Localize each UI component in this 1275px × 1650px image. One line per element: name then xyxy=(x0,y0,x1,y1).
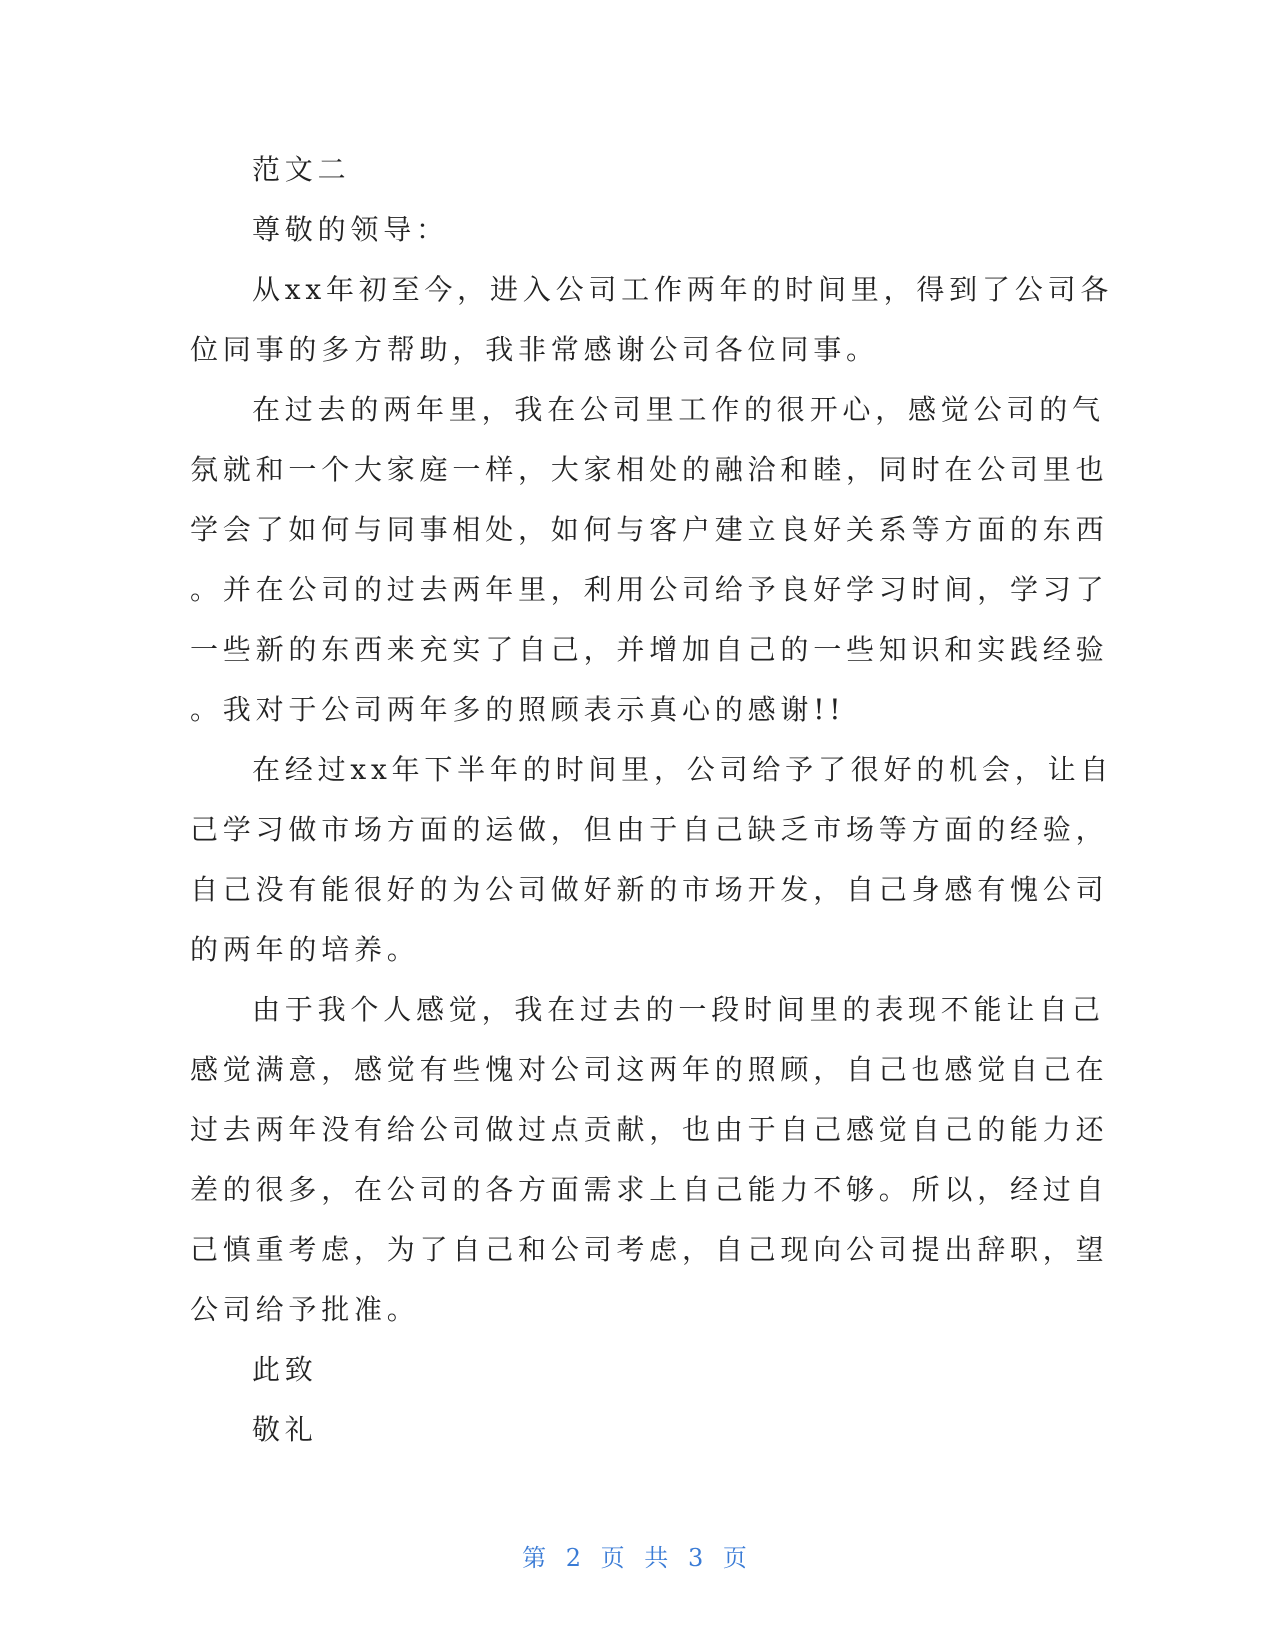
closing-line-2: 敬礼 xyxy=(252,1413,318,1446)
paragraph-line: 在过去的两年里，我在公司里工作的很开心，感觉公司的气 xyxy=(252,393,1105,426)
paragraph-line: 一些新的东西来充实了自己，并增加自己的一些知识和实践经验 xyxy=(190,633,1109,666)
page-number-footer: 第 2 页 共 3 页 xyxy=(522,1544,753,1572)
paragraph-line: 氛就和一个大家庭一样，大家相处的融洽和睦，同时在公司里也 xyxy=(190,453,1109,486)
paragraph-line: 己学习做市场方面的运做，但由于自己缺乏市场等方面的经验， xyxy=(190,813,1109,846)
paragraph-line: 由于我个人感觉，我在过去的一段时间里的表现不能让自己 xyxy=(252,993,1105,1026)
salutation: 尊敬的领导： xyxy=(252,213,449,246)
paragraph-2 xyxy=(190,380,1109,740)
paragraph-line: 从xx年初至今，进入公司工作两年的时间里，得到了公司各 xyxy=(252,273,1114,306)
paragraph-line: 学会了如何与同事相处，如何与客户建立良好关系等方面的东西 xyxy=(190,513,1109,546)
paragraph-4 xyxy=(190,980,1109,1340)
paragraph-line: 在经过xx年下半年的时间里，公司给予了很好的机会，让自 xyxy=(252,753,1114,786)
closing-line-1: 此致 xyxy=(252,1353,318,1386)
document-body xyxy=(190,140,1114,1460)
paragraph-line: 己慎重考虑，为了自己和公司考虑，自己现向公司提出辞职，望 xyxy=(190,1233,1109,1266)
paragraph-line: 。我对于公司两年多的照顾表示真心的感谢!! xyxy=(190,693,846,726)
paragraph-3 xyxy=(190,740,1114,980)
document-heading: 范文二 xyxy=(252,153,351,186)
paragraph-1 xyxy=(190,260,1114,380)
paragraph-line: 公司给予批准。 xyxy=(190,1293,420,1326)
paragraph-line: 差的很多，在公司的各方面需求上自己能力不够。所以，经过自 xyxy=(190,1173,1109,1206)
paragraph-line: 位同事的多方帮助，我非常感谢公司各位同事。 xyxy=(190,333,879,366)
paragraph-line: 自己没有能很好的为公司做好新的市场开发，自己身感有愧公司 xyxy=(190,873,1109,906)
paragraph-line: 过去两年没有给公司做过点贡献，也由于自己感觉自己的能力还 xyxy=(190,1113,1109,1146)
paragraph-line: 。并在公司的过去两年里，利用公司给予良好学习时间，学习了 xyxy=(190,573,1109,606)
paragraph-line: 的两年的培养。 xyxy=(190,933,420,966)
paragraph-line: 感觉满意，感觉有些愧对公司这两年的照顾，自己也感觉自己在 xyxy=(190,1053,1109,1086)
